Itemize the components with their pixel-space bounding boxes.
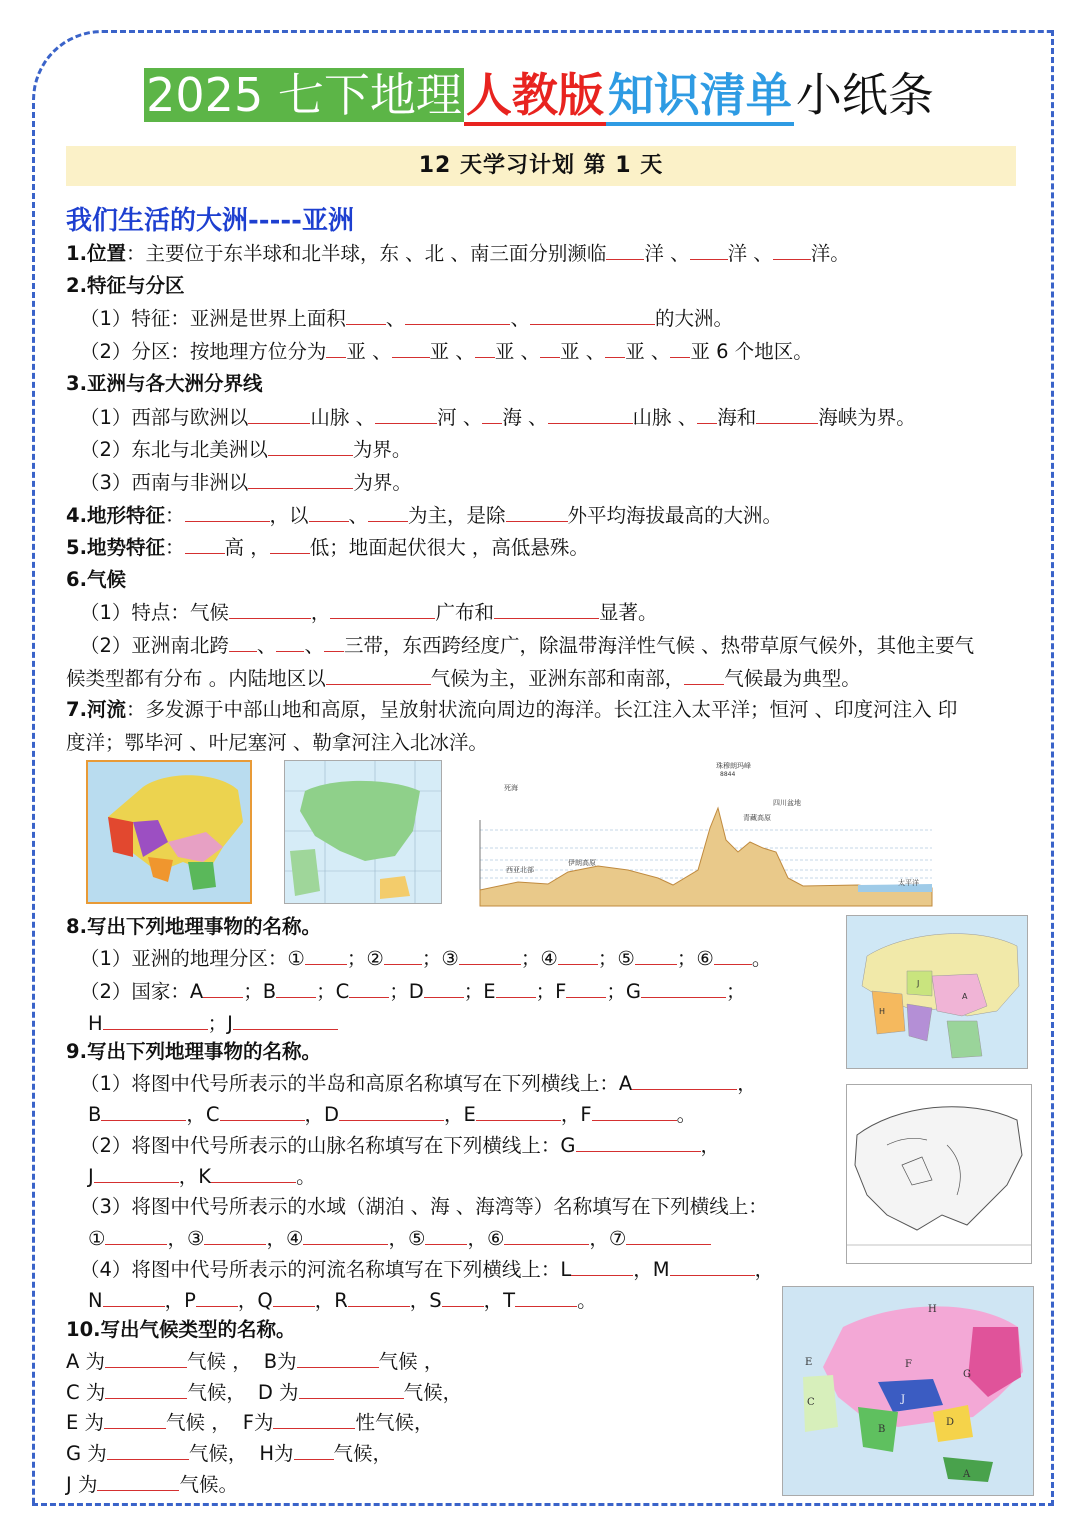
q9-line-4: J ，K 。 bbox=[88, 1165, 316, 1188]
profile-label-tibet: 青藏高原 bbox=[743, 814, 771, 822]
map-letter-a: A bbox=[962, 992, 968, 1001]
q3-line-1: （1）西部与欧洲以 山脉 、 河 、 海 、 山脉 、 海和 海峡为界。 bbox=[80, 406, 916, 429]
asia-region-map-image bbox=[86, 760, 252, 904]
blank[interactable] bbox=[273, 1410, 355, 1429]
study-plan-banner: 12 天学习计划 第 1 天 bbox=[66, 146, 1016, 186]
blank[interactable] bbox=[294, 1441, 334, 1460]
blank[interactable] bbox=[384, 946, 422, 965]
blank[interactable] bbox=[185, 503, 270, 522]
profile-label-everest: 珠穆朗玛峰 bbox=[716, 762, 751, 770]
blank[interactable] bbox=[105, 1226, 167, 1245]
blank[interactable] bbox=[496, 979, 536, 998]
q7-line-2: 度洋；鄂毕河 、叶尼塞河 、勒拿河注入北冰洋。 bbox=[66, 731, 488, 754]
blank[interactable] bbox=[482, 405, 502, 424]
blank[interactable] bbox=[405, 306, 510, 325]
blank[interactable] bbox=[105, 1380, 187, 1399]
q10-line-4: G 为 气候， H为 气候， bbox=[66, 1442, 393, 1465]
q3-heading: 3.亚洲与各大洲分界线 bbox=[66, 372, 263, 395]
blank[interactable] bbox=[697, 405, 717, 424]
blank[interactable] bbox=[229, 633, 257, 652]
blank[interactable] bbox=[424, 979, 464, 998]
asia-location-map-image bbox=[284, 760, 442, 904]
q10-line-3: E 为 气候 ， F为 性气候， bbox=[66, 1411, 434, 1434]
blank[interactable] bbox=[303, 1226, 388, 1245]
blank[interactable] bbox=[330, 600, 435, 619]
blank[interactable] bbox=[101, 1102, 186, 1121]
blank[interactable] bbox=[504, 1226, 589, 1245]
blank[interactable] bbox=[346, 306, 386, 325]
blank[interactable] bbox=[103, 1288, 165, 1307]
blank[interactable] bbox=[229, 600, 311, 619]
climate-letter-e: E bbox=[805, 1357, 813, 1368]
blank[interactable] bbox=[515, 1288, 577, 1307]
blank[interactable] bbox=[494, 600, 599, 619]
q6-line-2: （2）亚洲南北跨 、 、 三带，东西跨经度广，除温带海洋性气候 、热带草原气候外，其他主要气 bbox=[80, 634, 975, 657]
profile-label-height: 8844 bbox=[720, 771, 736, 778]
q2-line-1: （1）特征：亚洲是世界上面积 、 、 的大洲。 bbox=[80, 307, 733, 330]
profile-label-westasia: 西亚北部 bbox=[506, 866, 534, 874]
blank[interactable] bbox=[714, 946, 752, 965]
blank[interactable] bbox=[276, 979, 316, 998]
q9-line-7: （4）将图中代号所表示的河流名称填写在下列横线上：L ，M ， bbox=[80, 1258, 775, 1281]
q9-line-8: N ，P ，Q ，R ，S ，T 。 bbox=[88, 1289, 597, 1312]
q2-line-2: （2）分区：按地理方位分为 亚 、 亚 、 亚 、 亚 、 亚 、 亚 6 个地区。 bbox=[80, 340, 813, 363]
climate-letter-h: H bbox=[928, 1304, 937, 1315]
profile-label-sichuan: 四川盆地 bbox=[773, 799, 801, 807]
blank[interactable] bbox=[670, 339, 690, 358]
country-map-image bbox=[846, 915, 1028, 1069]
q8-line-2: （2）国家：A ；B ；C ；D ；E ；F ；G ； bbox=[80, 980, 746, 1003]
blank[interactable] bbox=[97, 1472, 179, 1491]
q8-line-3: H ；J bbox=[88, 1011, 338, 1036]
title-part-3: 知识清单 bbox=[606, 68, 794, 126]
blank[interactable] bbox=[641, 979, 726, 998]
blank[interactable] bbox=[326, 666, 431, 685]
blank[interactable] bbox=[248, 470, 353, 489]
blank[interactable] bbox=[268, 437, 353, 456]
q4-line: 4.地形特征： ，以 、 为主，是除 外平均海拔最高的大洲。 bbox=[66, 504, 783, 527]
blank[interactable] bbox=[576, 1133, 701, 1152]
q6-line-1: （1）特点：气候 ， 广布和 显著。 bbox=[80, 601, 658, 624]
climate-letter-a: A bbox=[963, 1469, 971, 1480]
q7-line-1: 7.河流：多发源于中部山地和高原，呈放射状流向周边的海洋。长江注入太平洋；恒河 、印度河注入 印 bbox=[66, 698, 958, 721]
blank[interactable] bbox=[476, 1102, 561, 1121]
blank[interactable] bbox=[309, 503, 349, 522]
outline-map-image bbox=[846, 1084, 1032, 1264]
blank[interactable] bbox=[105, 1349, 187, 1368]
q9-heading: 9.写出下列地理事物的名称。 bbox=[66, 1040, 321, 1063]
q8-heading: 8.写出下列地理事物的名称。 bbox=[66, 915, 321, 938]
blank[interactable] bbox=[349, 979, 389, 998]
blank[interactable] bbox=[94, 1164, 179, 1183]
q1-line: 1.位置：主要位于东半球和北半球，东 、北 、南三面分别濒临 洋 、 洋 、 洋。 bbox=[66, 242, 850, 265]
profile-label-iran: 伊朗高原 bbox=[568, 859, 596, 867]
blank[interactable] bbox=[566, 979, 606, 998]
q9-line-2: B ，C ，D ，E ，F 。 bbox=[88, 1103, 697, 1126]
q10-line-1: A 为 气候 ， B为 气候 ， bbox=[66, 1350, 444, 1373]
blank[interactable] bbox=[425, 1226, 467, 1245]
blank[interactable] bbox=[248, 405, 310, 424]
q5-line: 5.地势特征： 高 ， 低；地面起伏很大 ，高低悬殊。 bbox=[66, 536, 589, 559]
q8-line-1: （1）亚洲的地理分区：① ；② ；③ ；④ ；⑤ ；⑥ 。 bbox=[80, 947, 772, 970]
blank[interactable] bbox=[632, 1071, 737, 1090]
country-map bbox=[847, 916, 1027, 1068]
blank[interactable] bbox=[326, 339, 346, 358]
profile-label-pacific: 太平洋 bbox=[898, 879, 919, 887]
blank[interactable] bbox=[273, 1288, 315, 1307]
climate-letter-c: C bbox=[807, 1397, 815, 1408]
blank[interactable] bbox=[773, 241, 811, 260]
blank[interactable] bbox=[626, 1226, 711, 1245]
blank[interactable] bbox=[571, 1257, 633, 1276]
climate-letter-d: D bbox=[946, 1417, 955, 1428]
blank[interactable] bbox=[690, 241, 728, 260]
blank[interactable] bbox=[392, 339, 430, 358]
blank[interactable] bbox=[220, 1102, 305, 1121]
blank[interactable] bbox=[203, 979, 243, 998]
blank[interactable] bbox=[375, 405, 437, 424]
blank[interactable] bbox=[442, 1288, 484, 1307]
blank[interactable] bbox=[530, 306, 655, 325]
section-title: 我们生活的大洲-----亚洲 bbox=[66, 206, 354, 236]
q10-heading: 10.写出气候类型的名称。 bbox=[66, 1318, 296, 1341]
page-title bbox=[0, 62, 1080, 128]
q9-line-1: （1）将图中代号所表示的半岛和高原名称填写在下列横线上：A ， bbox=[80, 1072, 757, 1095]
blank[interactable] bbox=[107, 1441, 189, 1460]
blank[interactable] bbox=[270, 535, 310, 554]
blank[interactable] bbox=[185, 535, 225, 554]
blank[interactable] bbox=[506, 503, 568, 522]
blank[interactable] bbox=[339, 1102, 444, 1121]
blank[interactable] bbox=[368, 503, 408, 522]
climate-letter-j: J bbox=[901, 1394, 906, 1405]
climate-letter-f: F bbox=[905, 1359, 912, 1370]
climate-letter-g: G bbox=[963, 1369, 971, 1380]
blank[interactable] bbox=[684, 666, 724, 685]
q9-line-3: （2）将图中代号所表示的山脉名称填写在下列横线上：G ， bbox=[80, 1134, 721, 1157]
blank[interactable] bbox=[475, 339, 495, 358]
q6-heading: 6.气候 bbox=[66, 568, 126, 591]
outline-map bbox=[847, 1085, 1031, 1263]
title-part-2: 人教版 bbox=[464, 68, 606, 126]
blank[interactable] bbox=[297, 1349, 379, 1368]
blank[interactable] bbox=[606, 241, 644, 260]
q9-line-6: ① ，③ ，④ ，⑤ ，⑥ ，⑦ bbox=[88, 1226, 711, 1251]
title-part-4: 小纸条 bbox=[795, 68, 934, 122]
map-letter-h: H bbox=[879, 1007, 886, 1016]
profile-label-deadsea: 死海 bbox=[504, 784, 518, 792]
q3-line-3: （3）西南与非洲以 为界。 bbox=[80, 471, 412, 494]
blank[interactable] bbox=[348, 1288, 410, 1307]
q6-line-3: 候类型都有分布 。内陆地区以 气候为主，亚洲东部和南部， 气候最为典型。 bbox=[66, 667, 861, 690]
blank[interactable] bbox=[605, 339, 625, 358]
q10-line-5: J 为 气候。 bbox=[66, 1473, 238, 1496]
blank[interactable] bbox=[233, 1011, 338, 1030]
blank[interactable] bbox=[459, 946, 521, 965]
terrain-profile bbox=[458, 760, 934, 908]
asia-region-map bbox=[88, 762, 250, 902]
map-letter-j: J bbox=[917, 979, 920, 988]
blank[interactable] bbox=[204, 1226, 266, 1245]
blank[interactable] bbox=[548, 405, 633, 424]
terrain-profile-image bbox=[458, 760, 934, 908]
blank[interactable] bbox=[104, 1410, 166, 1429]
climate-letter-b: B bbox=[878, 1424, 886, 1435]
blank[interactable] bbox=[540, 339, 560, 358]
title-part-1: 2025 七下地理 bbox=[146, 68, 462, 122]
climate-map bbox=[783, 1287, 1033, 1495]
q2-heading: 2.特征与分区 bbox=[66, 274, 185, 297]
blank[interactable] bbox=[299, 1380, 404, 1399]
blank[interactable] bbox=[558, 946, 598, 965]
blank[interactable] bbox=[103, 1011, 208, 1030]
blank[interactable] bbox=[211, 1164, 296, 1183]
blank[interactable] bbox=[635, 946, 677, 965]
q3-line-2: （2）东北与北美洲以 为界。 bbox=[80, 438, 412, 461]
blank[interactable] bbox=[276, 633, 304, 652]
blank[interactable] bbox=[196, 1288, 238, 1307]
blank[interactable] bbox=[756, 405, 818, 424]
q10-line-2: C 为 气候， D 为 气候， bbox=[66, 1381, 463, 1404]
asia-location-map bbox=[285, 761, 441, 903]
q9-line-5: （3）将图中代号所表示的水域（湖泊 、海 、海湾等）名称填写在下列横线上： bbox=[80, 1195, 768, 1218]
blank[interactable] bbox=[670, 1257, 755, 1276]
blank[interactable] bbox=[592, 1102, 677, 1121]
blank[interactable] bbox=[305, 946, 347, 965]
blank[interactable] bbox=[324, 633, 344, 652]
climate-map-image bbox=[782, 1286, 1034, 1496]
